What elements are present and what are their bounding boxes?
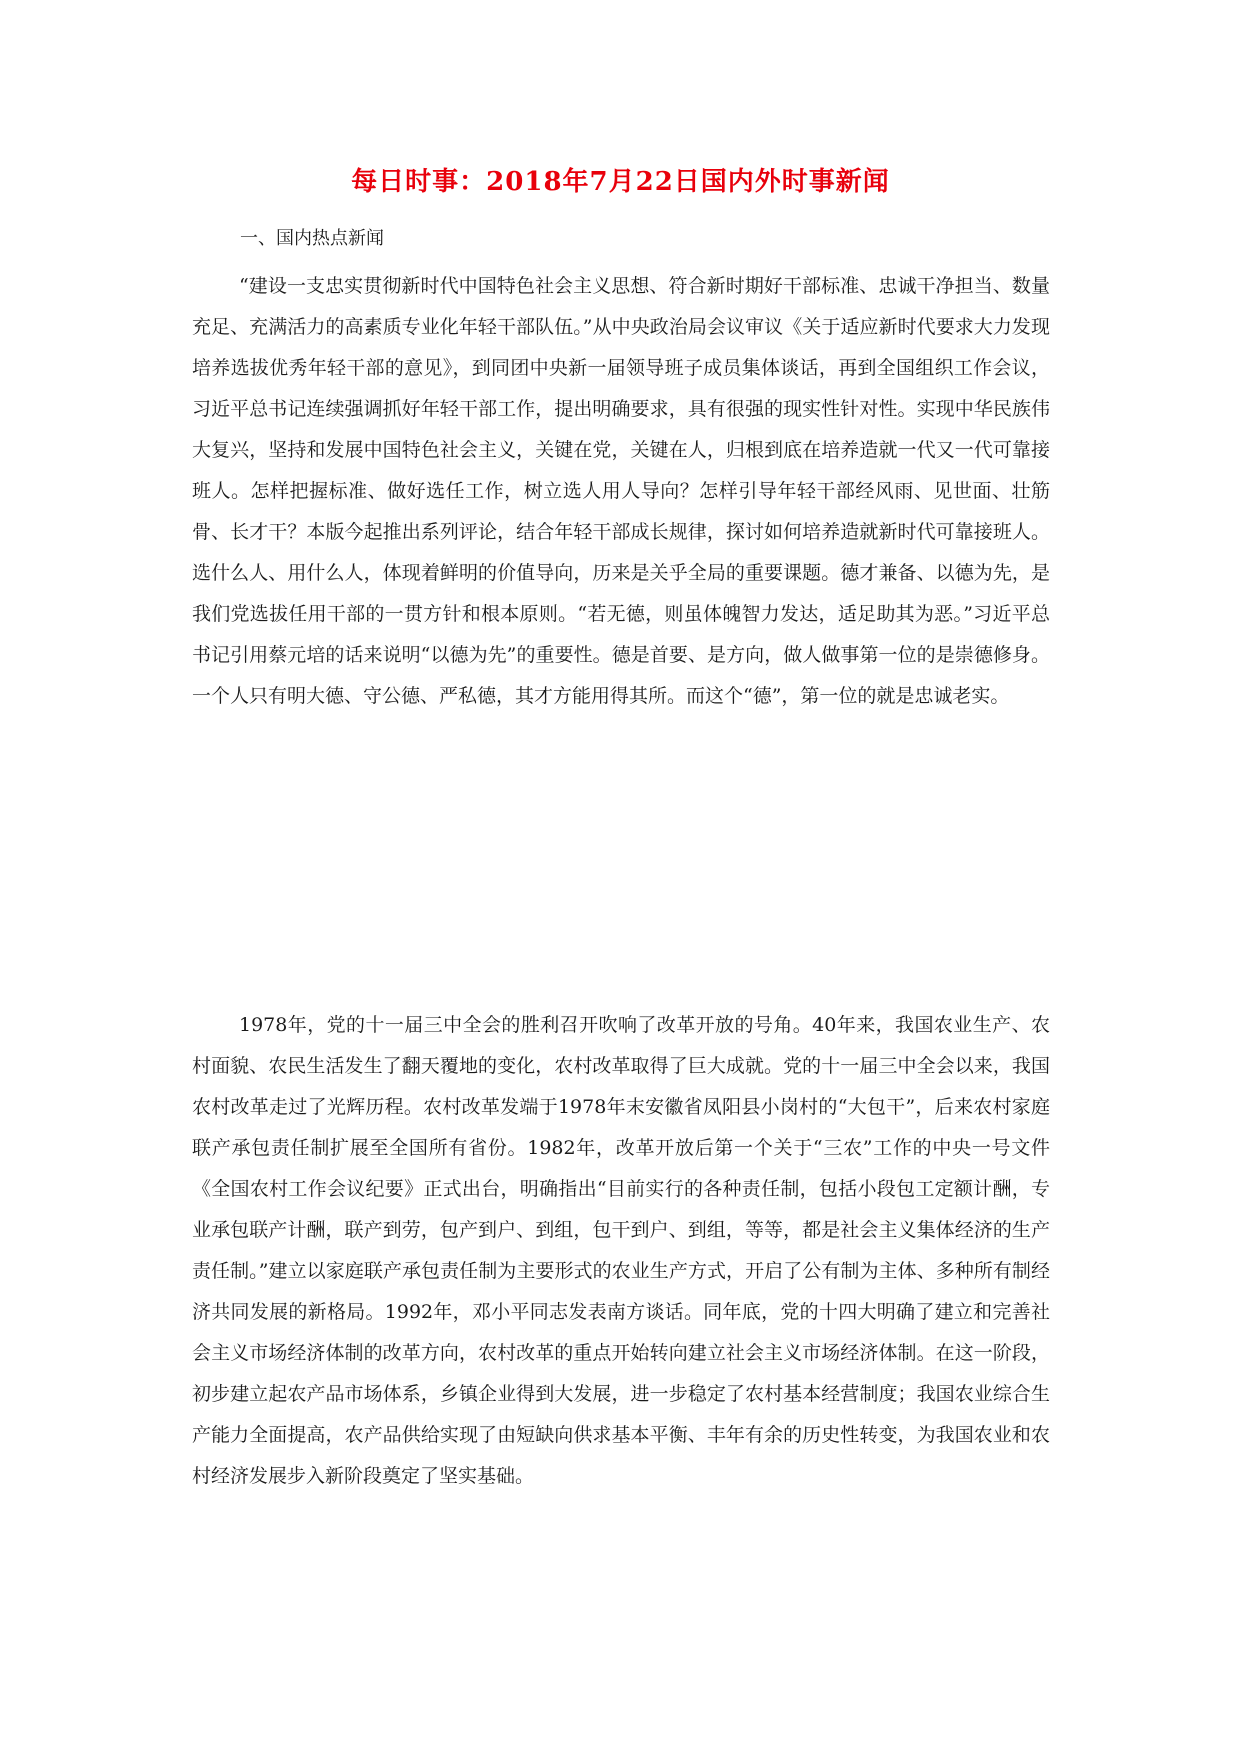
section-heading: 一、国内热点新闻: [240, 228, 384, 249]
body-paragraph-2: 1978年，党的十一届三中全会的胜利召开吹响了改革开放的号角。40年来，我国农业生产、农村面貌、农民生活发生了翻天覆地的变化，农村改革取得了巨大成就。党的十一届三中全会以来，我国农村改革走过了光辉历程。农村改革发端于1978年末安徽省凤阳县小岗村的“大包干”，后来农村家庭联产承包责任制扩展至全国所有省份。1982年，改革开放后第一个关于“三农”工作的中央一号文件《全国农村工作会议纪要》正式出台，明确指出“目前实行的各种责任制，包括小段包工定额计酬，专业承包联产计酬，联产到劳，包产到户、到组，包干到户、到组，等等，都是社会主义集体经济的生产责任制。”建立以家庭联产承包责任制为主要形式的农业生产方式，开启了公有制为主体、多种所有制经济共同发展的新格局。1992年，邓小平同志发表南方谈话。同年底，党的十四大明确了建立和完善社会主义市场经济体制的改革方向，农村改革的重点开始转向建立社会主义市场经济体制。在这一阶段，初步建立起农产品市场体系，乡镇企业得到大发展，进一步稳定了农村基本经营制度；我国农业综合生产能力全面提高，农产品供给实现了由短缺向供求基本平衡、丰年有余的历史性转变，为我国农业和农村经济发展步入新阶段奠定了坚实基础。: [192, 1014, 1050, 1487]
document-title: 每日时事：2018年7月22日国内外时事新闻: [351, 167, 890, 197]
body-paragraph-1: “建设一支忠实贯彻新时代中国特色社会主义思想、符合新时期好干部标准、忠诚干净担当、数量充足、充满活力的高素质专业化年轻干部队伍。”从中央政治局会议审议《关于适应新时代要求大力发现培养选拔优秀年轻干部的意见》，到同团中央新一届领导班子成员集体谈话，再到全国组织工作会议，习近平总书记连续强调抓好年轻干部工作，提出明确要求，具有很强的现实性针对性。实现中华民族伟大复兴，坚持和发展中国特色社会主义，关键在党，关键在人，归根到底在培养造就一代又一代可靠接班人。怎样把握标准、做好选任工作，树立选人用人导向？怎样引导年轻干部经风雨、见世面、壮筋骨、长才干？本版今起推出系列评论，结合年轻干部成长规律，探讨如何培养造就新时代可靠接班人。选什么人、用什么人，体现着鲜明的价值导向，历来是关乎全局的重要课题。德才兼备、以德为先，是我们党选拔任用干部的一贯方针和根本原则。“若无德，则虽体魄智力发达，适足助其为恶。”习近平总书记引用蔡元培的话来说明“以德为先”的重要性。德是首要、是方向，做人做事第一位的是崇德修身。一个人只有明大德、守公德、严私德，其才方能用得其所。而这个“德”，第一位的就是忠诚老实。: [192, 275, 1050, 707]
